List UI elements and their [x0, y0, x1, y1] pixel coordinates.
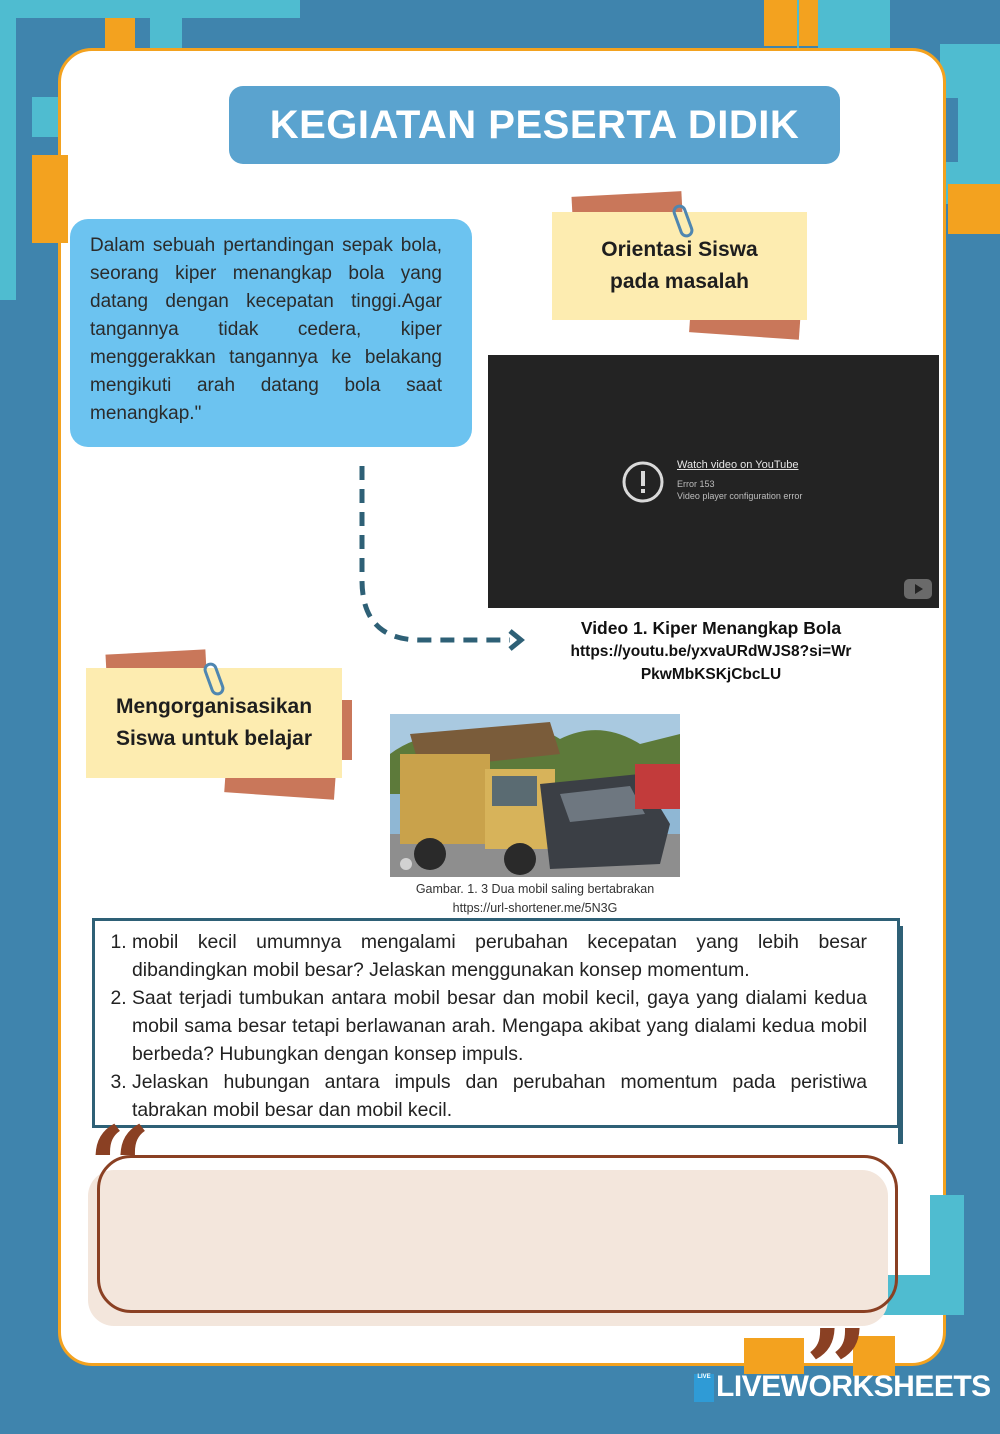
problem-text-box: Dalam sebuah pertandingan sepak bola, seorang kiper menangkap bola yang datang dengan kecepatan tinggi.Agar tangannya tidak cedera, kiper menggerakkan tangannya ke belakang mengikuti arah datang bola saat menangkap." — [70, 219, 472, 447]
close-quote-icon: ” — [805, 1305, 869, 1434]
decor-block — [818, 0, 890, 50]
brand-logo: LIVEWORKSHEETS — [716, 1370, 991, 1403]
questions-box — [92, 918, 900, 1128]
decor-block — [744, 1338, 804, 1374]
question-list — [95, 921, 897, 1124]
brand-badge — [694, 1374, 714, 1402]
video-error-code: Error 153 — [677, 479, 715, 489]
video-caption-url[interactable]: https://youtu.be/yxvaURdWJS8?si=WrPkwMbKSKjCbcLU — [570, 643, 852, 683]
decor-block — [948, 184, 1000, 234]
decor-block — [32, 155, 68, 243]
question-item: 1. mobil kecil umumnya mengalami perubahan kecepatan yang lebih besar dibandingkan mobil besar? Jelaskan menggunakan konsep momentum. — [132, 928, 867, 984]
phase-organisasi-label: Mengorganisasikan Siswa untuk belajar — [115, 695, 313, 750]
dashed-arrow — [350, 460, 530, 660]
decor-block — [0, 0, 300, 18]
phase-orientasi-label: Orientasi Siswa pada masalah — [601, 238, 758, 293]
error-icon — [621, 460, 665, 504]
video-error-message: Video player configuration error — [677, 491, 803, 501]
figure-caption-url[interactable]: https://url-shortener.me/5N3G — [452, 901, 618, 915]
question-item: 3. Jelaskan hubungan antara impuls dan perubahan momentum pada peristiwa tabrakan mobil besar dan mobil kecil. — [132, 1068, 867, 1124]
video-caption — [530, 616, 892, 686]
question-item: 2. Saat terjadi tumbukan antara mobil besar dan mobil kecil, gaya yang dialami kedua mobil sama besar tetapi berlawanan arah. Mengapa akibat yang dialami kedua mobil berbeda? Hubungkan dengan konsep impuls. — [132, 984, 867, 1068]
youtube-logo-icon[interactable] — [904, 579, 932, 599]
decor-block — [930, 1195, 964, 1285]
figure-caption — [380, 880, 690, 918]
decor-line — [898, 926, 903, 1144]
brand-badge-text: LIVE — [697, 1374, 711, 1380]
open-quote-icon: “ — [88, 1102, 152, 1231]
video-caption-title: Video 1. Kiper Menangkap Bola — [580, 618, 842, 638]
page-title: KEGIATAN PESERTA DIDIK — [229, 86, 840, 164]
watch-on-youtube-link[interactable]: Watch video on YouTube — [677, 459, 799, 471]
car-collision-image — [390, 714, 680, 877]
answer-input[interactable] — [112, 1176, 880, 1312]
video-player[interactable] — [488, 355, 939, 608]
decor-block — [0, 0, 16, 300]
figure-caption-title: Gambar. 1. 3 Dua mobil saling bertabrakan — [415, 882, 655, 896]
